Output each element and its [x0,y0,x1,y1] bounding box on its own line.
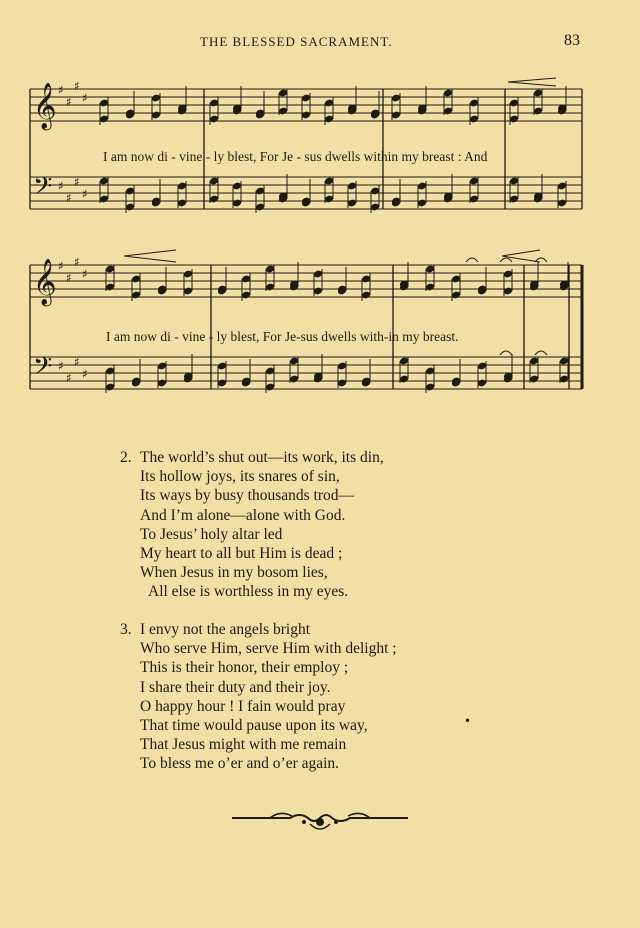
bass-clef-icon: 𝄢 [33,172,53,207]
sharp-icon: ♯ [82,267,88,281]
sharp-icon: ♯ [74,255,80,269]
verse-line: Its hollow joys, its snares of sin, [140,468,340,486]
verse-2 [120,448,384,602]
sharp-icon: ♯ [58,83,64,97]
lyric-line-2: I am now di - vine - ly blest, For Je-sus dwells with-in my breast. [106,329,459,344]
clefs [33,83,57,387]
sharp-icon: ♯ [74,175,80,189]
sharp-icon: ♯ [82,367,88,381]
sharp-icon: ♯ [74,355,80,369]
running-title: THE BLESSED SACRAMENT. [200,34,393,49]
tailpiece-ornament-icon [230,806,410,836]
fermata-mark [466,258,478,262]
note-stems [100,86,568,393]
fermata-mark [535,351,547,355]
sharp-icon: ♯ [58,259,64,273]
verse-line: And I’m alone—alone with God. [140,506,346,524]
lyric-line-1: I am now di - vine - ly blest, For Je - sus dwells within my breast : And [103,149,488,164]
verse-line: To Jesus’ holy altar led [140,525,283,543]
page-number: 83 [564,32,580,49]
verse-line: All else is worthless in my eyes. [148,583,349,601]
verse-line: Who serve Him, serve Him with delight ; [140,640,397,658]
sharp-icon: ♯ [74,79,80,93]
sharp-icon: ♯ [66,371,72,385]
fermata-mark [500,351,512,355]
treble-clef-icon: 𝄞 [33,259,57,305]
verse-line: That time would pause upon its way, [140,716,368,734]
verse-number: 3. [120,621,132,638]
verse-3 [120,620,397,774]
sharp-icon: ♯ [66,95,72,109]
sharp-icon: ♯ [58,359,64,373]
verse-number: 2. [120,449,132,466]
verse-line: 3. I envy not the angels bright [120,621,311,638]
verse-line: 2. The world’s shut out—its work, its din, [120,449,384,466]
verse-line: O happy hour ! I fain would pray [140,697,346,715]
stray-dot: • [464,714,472,728]
verse-line: My heart to all but Him is dead ; [140,544,343,562]
sharp-icon: ♯ [58,179,64,193]
verse-line: That Jesus might with me remain [140,736,347,754]
music-score [0,0,640,440]
treble-clef-icon: 𝄞 [33,83,57,129]
hairpin-mark [502,250,540,262]
sharp-icon: ♯ [82,91,88,105]
verse-line: When Jesus in my bosom lies, [140,564,328,582]
verse-line: Its ways by busy thousands trod— [140,487,354,505]
hairpin-mark [124,250,176,262]
verse-line: This is their honor, their employ ; [140,659,349,677]
key-signatures [58,79,88,385]
bass-clef-icon: 𝄢 [33,352,53,387]
note-heads [99,89,569,392]
verse-line: I share their duty and their joy. [140,678,331,696]
dynamic-marks [124,78,556,355]
fermata-mark [500,258,512,262]
sharp-icon: ♯ [66,271,72,285]
sharp-icon: ♯ [66,191,72,205]
verse-line: To bless me o’er and o’er again. [140,755,340,773]
sharp-icon: ♯ [82,187,88,201]
hairpin-mark [508,78,556,86]
